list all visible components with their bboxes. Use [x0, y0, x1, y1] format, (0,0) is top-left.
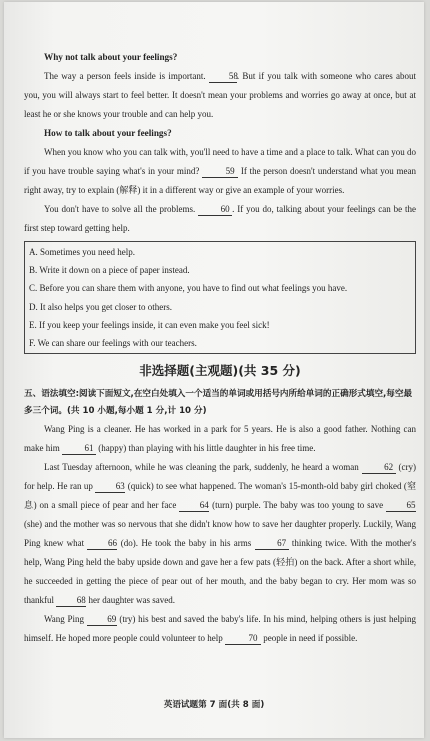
- heading-why-not-talk: Why not talk about your feelings?: [44, 52, 178, 62]
- text: (cry) for help. He ran up: [24, 462, 417, 492]
- text: (quick) to see what happened. The woman's 15-month-old baby girl choked (窒息) on a small piece of pear and her face: [24, 481, 417, 511]
- story-paragraph-1: [24, 420, 416, 458]
- story-paragraph-2: [24, 458, 416, 610]
- blank-65[interactable]: 65: [386, 499, 416, 512]
- heading-how-to-talk: How to talk about your feelings?: [44, 128, 172, 138]
- story-paragraph-3: [24, 610, 416, 648]
- text: her daughter was saved.: [88, 595, 175, 606]
- paragraph-3: [24, 200, 416, 238]
- text: Wang Ping: [44, 614, 84, 625]
- section-title: 非选择题(主观题)(共 35 分): [139, 363, 301, 379]
- text: thinking twice. With the mother's help, Wang Ping held the baby upside down and gave her a few pats (轻拍) on the back. After a short while, he succeeded in getting the piece of pear out of her mouth, and the baby began to cry. Her mom was so thankful: [24, 538, 417, 606]
- page-footer: 英语试题第 7 面(共 8 面): [163, 700, 265, 710]
- text: If the person doesn't understand what you mean right away, try to explain (解释) it in a different way or give an example of your worries.: [24, 166, 417, 195]
- text: (do). He took the baby in his arms: [120, 538, 252, 549]
- blank-70[interactable]: 70: [225, 632, 261, 645]
- option-a: A. Sometimes you need help.: [29, 247, 135, 257]
- text: (she) and the mother was so nervous that she didn't know how to save her daughter properly. Luckily, Wang Ping knew what: [24, 519, 416, 549]
- option-c: C. Before you can share them with anyone, you have to find out what feelings you have.: [29, 283, 348, 294]
- option-e: E. If you keep your feelings inside, it can even make you feel sick!: [29, 319, 270, 330]
- options-box: [24, 241, 416, 354]
- blank-59[interactable]: 59: [202, 165, 238, 178]
- text: (happy) than playing with his little daughter in his free time.: [98, 443, 316, 454]
- text: The way a person feels inside is important.: [44, 71, 206, 81]
- option-b: B. Write it down on a piece of paper instead.: [29, 265, 190, 276]
- blank-67[interactable]: 67: [255, 537, 289, 550]
- text: Wang Ping is a cleaner. He has worked in a park for 5 years. He is also a good father. Nothing can make him: [24, 424, 416, 454]
- blank-62[interactable]: 62: [362, 461, 396, 474]
- text: (try) his best and saved the baby's life. In his mind, helping others is just helping himself. He hoped more people could volunteer to help: [24, 614, 417, 644]
- text: . But if you talk with someone who cares about you, you will always start to feel better. It doesn't mean your problems and worries go away at once, but at least he or she knows your trouble and can help you.: [24, 71, 417, 119]
- page-content: [24, 48, 416, 648]
- section-instructions: 五、语法填空:阅读下面短文,在空白处填入一个适当的单词或用括号内所给单词的正确形式填空,每空最多三个词。(共 10 小题,每小题 1 分,计 10 分): [24, 389, 413, 417]
- option-d: D. It also helps you get closer to others.: [29, 301, 172, 312]
- blank-66[interactable]: 66: [87, 537, 117, 550]
- blank-58[interactable]: 58: [209, 70, 237, 83]
- paragraph-1: [24, 67, 416, 124]
- blank-61[interactable]: 61: [62, 442, 96, 455]
- blank-63[interactable]: 63: [95, 480, 125, 493]
- paragraph-2: [24, 143, 416, 200]
- exam-page: [4, 2, 424, 738]
- option-f: F. We can share our feelings with our teachers.: [29, 338, 197, 349]
- blank-69[interactable]: 69: [87, 613, 117, 626]
- text: (turn) purple. The baby was too young to save: [212, 500, 384, 511]
- blank-68[interactable]: 68: [56, 594, 86, 607]
- text: people in need if possible.: [263, 633, 358, 644]
- blank-60[interactable]: 60: [198, 203, 232, 216]
- text: . If you do, talking about your feelings can be the first step toward getting help.: [24, 204, 417, 233]
- text: You don't have to solve all the problems.: [44, 204, 196, 214]
- text: Last Tuesday afternoon, while he was cleaning the park, suddenly, he heard a woman: [44, 462, 359, 473]
- blank-64[interactable]: 64: [179, 499, 209, 512]
- text: When you know who you can talk with, you'll need to have a time and a place to talk. What can you do if you have trouble saying what's in your mind?: [24, 147, 416, 176]
